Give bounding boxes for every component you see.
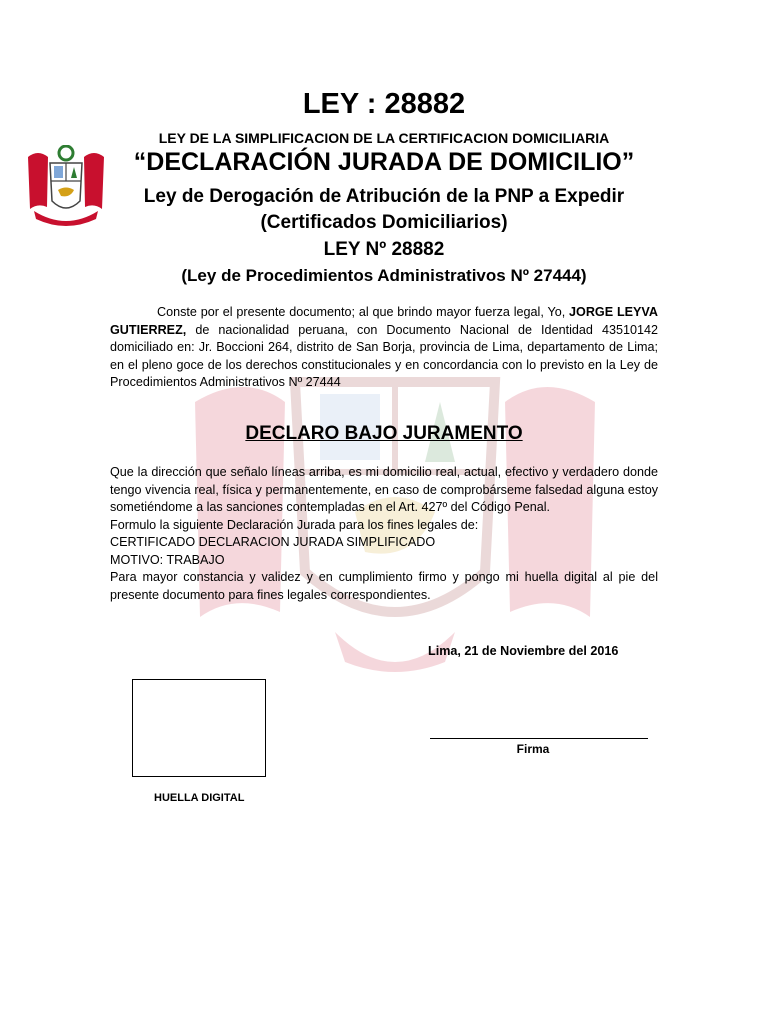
certificates-line: (Certificados Domiciliarios)	[260, 212, 508, 233]
signature-line	[430, 738, 648, 739]
fingerprint-label: HUELLA DIGITAL	[154, 792, 245, 804]
intro-paragraph	[110, 304, 658, 392]
reason-text: MOTIVO: TRABAJO	[110, 552, 225, 567]
date-line: Lima, 21 de Noviembre del 2016	[428, 644, 619, 658]
declaration-paragraph	[110, 464, 658, 604]
declaration-text: Que la dirección que señalo líneas arriba, es mi domicilio real, actual, efectivo y verdadero donde tengo vivencia real, física y permanentemente, en caso de comprobárseme falsedad alguna estoy sometiéndome a las sanciones contempladas en el Art. 427º del Código Penal.	[110, 465, 658, 514]
law-number-line: LEY Nº 28882	[323, 239, 445, 260]
declarant-name: JORGE LEYVA GUTIERREZ,	[110, 305, 658, 337]
fingerprint-box	[132, 679, 266, 777]
formulo-text: Formulo la siguiente Declaración Jurada para los fines legales de:	[110, 517, 479, 532]
closing-text: Para mayor constancia y validez y en cumplimiento firmo y pongo mi huella digital al pie del presente documento para fines legales correspondientes.	[110, 570, 658, 602]
certificate-type: CERTIFICADO DECLARACION JURADA SIMPLIFICADO	[110, 535, 436, 549]
derogation-line: Ley de Derogación de Atribución de la PNP a Expedir	[143, 186, 625, 207]
intro-text-1: Conste por el presente documento; al que brindo mayor fuerza legal, Yo,	[157, 305, 570, 319]
intro-text-2: de nacionalidad peruana, con Documento Nacional de Identidad 43510142 domiciliado en: Jr. Boccioni 264, distrito de San Borja, provincia de Lima, departamento de Lima; en el pleno goce de los derechos constitucionales y en concordancia con lo previsto en la Ley de Procedimientos Administrativos Nº 27444	[110, 322, 658, 389]
signature-label: Firma	[516, 742, 550, 756]
law-title: LEY : 28882	[302, 88, 466, 120]
procedures-law-line: (Ley de Procedimientos Administrativos Nº 27444)	[181, 266, 587, 285]
declaration-title: “DECLARACIÓN JURADA DE DOMICILIO”	[133, 148, 635, 176]
declare-heading: DECLARO BAJO JURAMENTO	[245, 423, 523, 444]
law-subtitle: LEY DE LA SIMPLIFICACION DE LA CERTIFICACION DOMICILIARIA	[158, 130, 610, 146]
